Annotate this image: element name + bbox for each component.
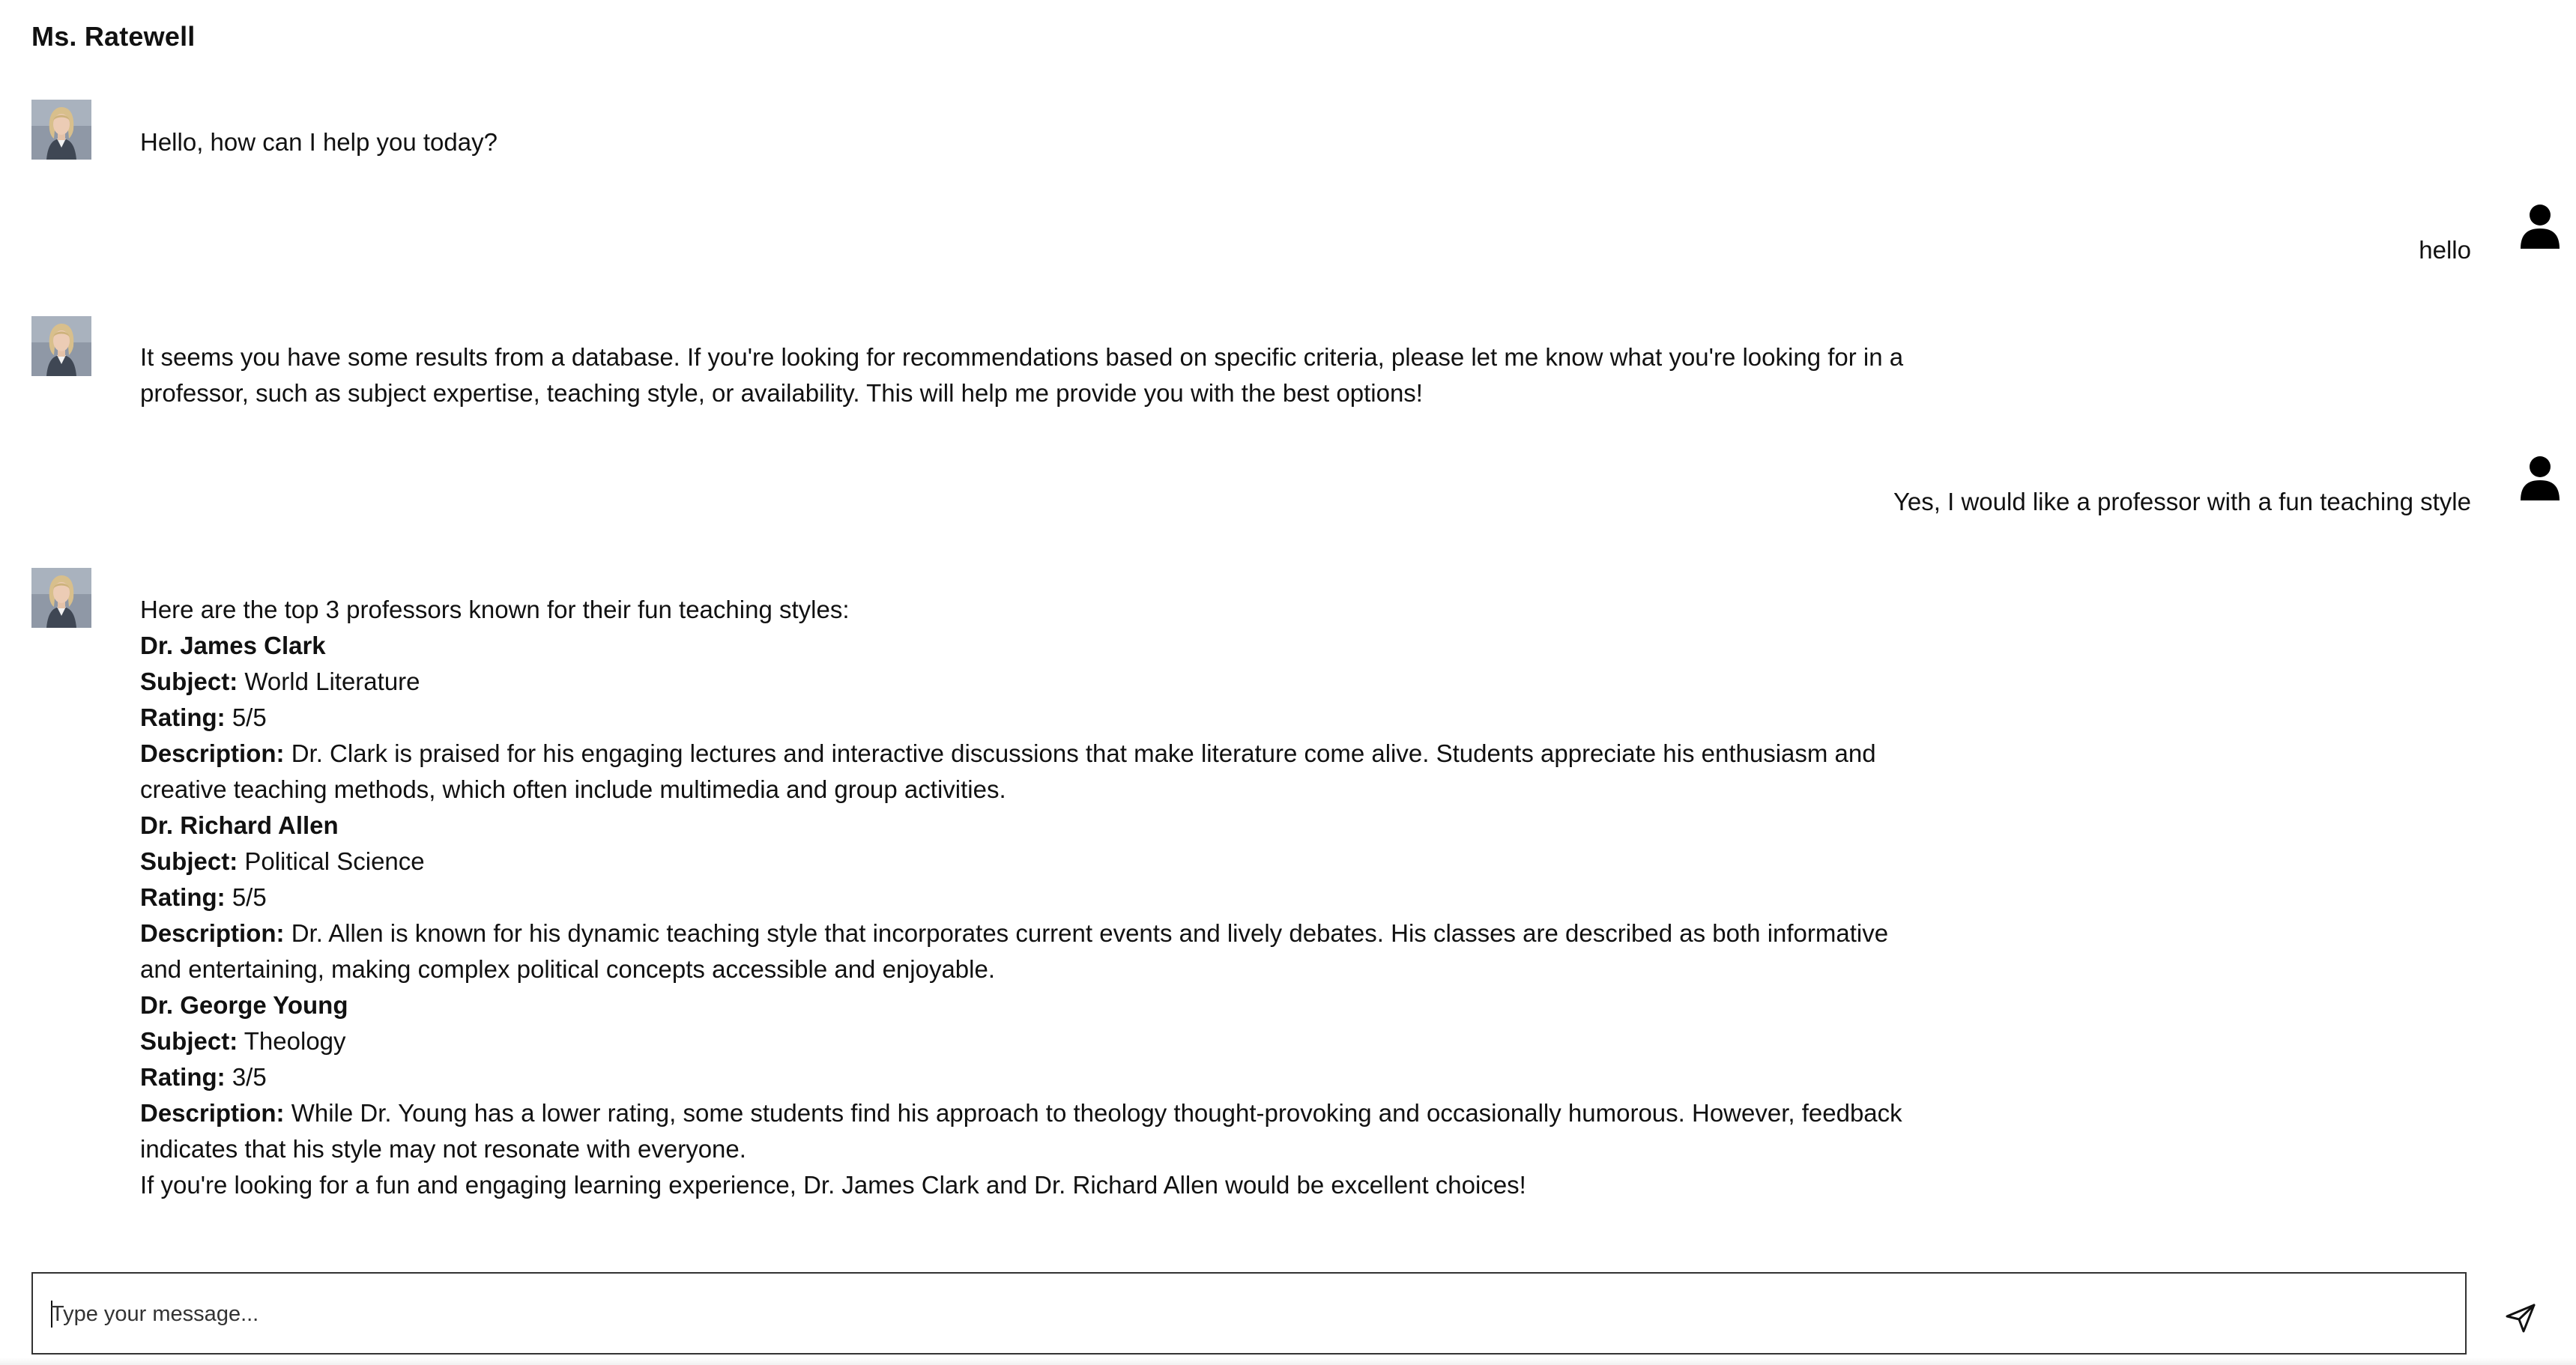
professor-subject: Subject: World Literature: [140, 668, 420, 695]
assistant-avatar: [31, 100, 91, 160]
professor-description-cont: creative teaching methods, which often include multimedia and group activities.: [140, 775, 1006, 803]
professor-description: Description: Dr. Allen is known for his dynamic teaching style that incorporates current events and lively debates. His classes are described as both informative: [140, 919, 1889, 947]
professor-description-cont: indicates that his style may not resonate with everyone.: [140, 1135, 746, 1163]
professor-name: Dr. James Clark: [140, 632, 326, 659]
message-line: professor, such as subject expertise, teaching style, or availability. This will help me provide you with the best options!: [140, 379, 1423, 407]
person-icon: [2519, 455, 2561, 500]
professor-name: Dr. George Young: [140, 991, 348, 1019]
professor-rating: Rating: 5/5: [140, 703, 267, 731]
message-text: hello: [2419, 236, 2471, 264]
professor-rating: Rating: 3/5: [140, 1063, 267, 1091]
app-title: Ms. Ratewell: [31, 21, 196, 52]
assistant-portrait-icon: [31, 100, 91, 160]
user-message: [1893, 484, 2471, 520]
assistant-avatar: [31, 316, 91, 376]
professor-rating: Rating: 5/5: [140, 883, 267, 911]
person-icon: [2519, 204, 2561, 249]
professor-name: Dr. Richard Allen: [140, 811, 339, 839]
assistant-avatar: [31, 568, 91, 628]
user-message: [2419, 232, 2471, 268]
message-closing: If you're looking for a fun and engaging learning experience, Dr. James Clark and Dr. Richard Allen would be excellent choices!: [140, 1171, 1526, 1199]
message-composer: [31, 1272, 2467, 1355]
bottom-edge: [0, 1358, 2576, 1365]
assistant-portrait-icon: [31, 568, 91, 628]
professor-subject: Subject: Political Science: [140, 847, 425, 875]
assistant-message: [140, 339, 1983, 411]
professor-description-cont: and entertaining, making complex political concepts accessible and enjoyable.: [140, 955, 996, 983]
send-paper-plane-icon: [2503, 1300, 2539, 1336]
send-button[interactable]: [2503, 1300, 2539, 1336]
assistant-message: [140, 592, 1983, 1203]
professor-description: Description: While Dr. Young has a lower rating, some students find his approach to theology thought-provoking and occasionally humorous. However, feedback: [140, 1099, 1902, 1127]
professor-description: Description: Dr. Clark is praised for his engaging lectures and interactive discussions that make literature come alive. Students appreciate his enthusiasm and: [140, 739, 1876, 767]
message-intro: Here are the top 3 professors known for their fun teaching styles:: [140, 596, 850, 623]
assistant-message: [140, 124, 1983, 160]
message-input[interactable]: [49, 1274, 2450, 1355]
assistant-portrait-icon: [31, 316, 91, 376]
message-line: It seems you have some results from a database. If you're looking for recommendations based on specific criteria, please let me know what you're looking for in a: [140, 343, 1904, 371]
professor-subject: Subject: Theology: [140, 1027, 346, 1055]
message-text: Hello, how can I help you today?: [140, 128, 498, 156]
message-text: Yes, I would like a professor with a fun teaching style: [1893, 488, 2471, 515]
